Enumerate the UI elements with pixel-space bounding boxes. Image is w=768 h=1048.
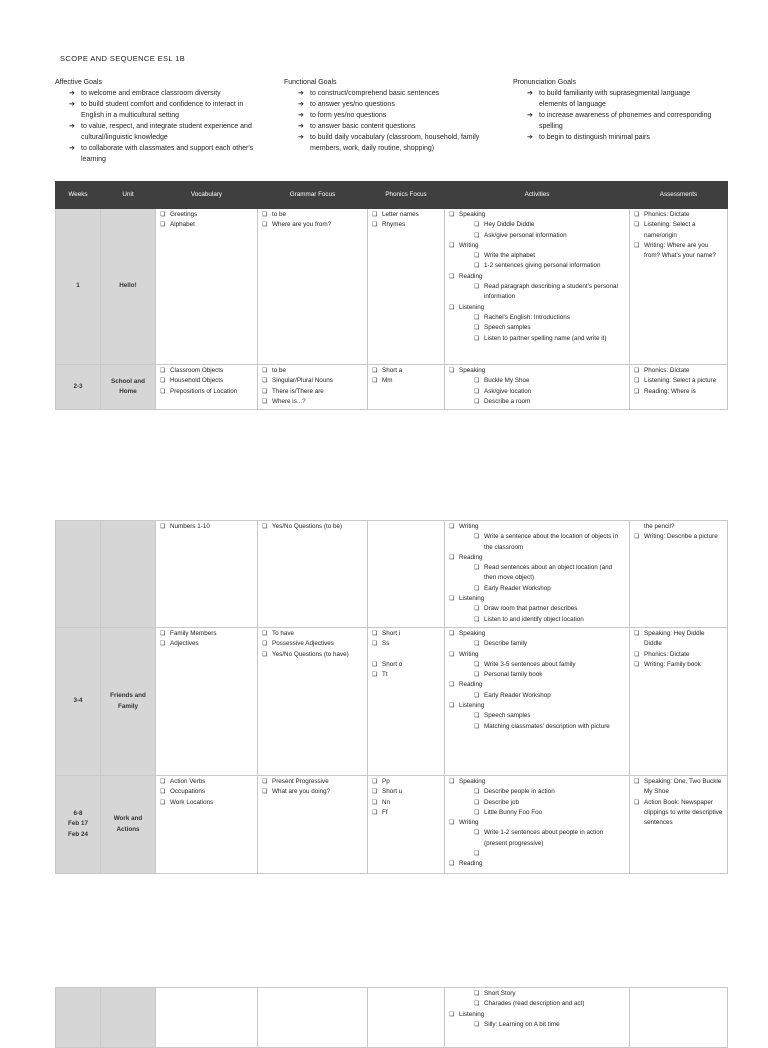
assessments-cell: [630, 365, 728, 410]
list-item: ❏ Reading ❏ Early Reader Workshop: [448, 680, 626, 701]
list-item: ❏ Hey Diddle Diddle: [473, 220, 626, 230]
table-row: [56, 988, 728, 1048]
list-item: ❏ Household Objects: [159, 376, 254, 386]
list-item: ❏ Numbers 1-10: [159, 522, 254, 532]
week-cell: 3-4: [56, 628, 101, 776]
list-item: ❏ Possessive Adjectives: [261, 639, 364, 649]
goal-item: ➔ to construct/comprehend basic sentences: [298, 88, 484, 99]
list-item: ❏ What are you doing?: [261, 787, 364, 797]
phonics-cell: [368, 521, 445, 628]
list-item: ❏ Speech samples: [473, 323, 626, 333]
list-item: ❏ Where is...?: [261, 397, 364, 407]
unit-cell: [101, 521, 156, 628]
list-item: ❏ Family Members: [159, 629, 254, 639]
list-item: ❏ Draw room that partner describes: [473, 604, 626, 614]
list-item: ❏ Writing: Where are you from? What's your name?: [633, 241, 724, 262]
document-title: SCOPE AND SEQUENCE ESL 1B: [60, 54, 186, 63]
list-item: ❏ Action Book: Newspaper clippings to write descriptive sentences: [633, 798, 724, 829]
header-unit: Unit: [101, 182, 156, 209]
assessment-continued: the pencil?: [644, 523, 675, 530]
list-item: ❏ Early Reader Workshop: [473, 584, 626, 594]
assessments-cell: [630, 628, 728, 776]
goal-item: ➔ to begin to distinguish minimal pairs: [527, 132, 713, 143]
goal-item: ➔ to build student comfort and confidence to interact in English in a multicultural setting: [69, 99, 265, 121]
week-cell: 2-3: [56, 365, 101, 410]
list-item: ❏ Listening ❏ Draw room that partner describes ❏ Listen to and identify object location: [448, 594, 626, 625]
list-item: ❏ Listening ❏ Speech samples ❏ Matching classmates' description with picture: [448, 701, 626, 732]
grammar-cell: [258, 988, 368, 1048]
list-item: [448, 989, 626, 1010]
list-item: ❏ Personal family book: [473, 670, 626, 680]
list-item: ❏ Short a: [371, 366, 441, 376]
phonics-cell: [368, 628, 445, 776]
list-item: ❏ Yes/No Questions (to be): [261, 522, 364, 532]
goal-title: Affective Goals: [55, 79, 102, 86]
list-item: ❏ Listening: Select a name/origin: [633, 220, 724, 241]
list-item: ❏ Speech samples: [473, 711, 626, 721]
header-assessments: Assessments: [630, 182, 728, 209]
assessments-cell: [630, 988, 728, 1048]
list-item: ❏ Listen to partner spelling name (and write it): [473, 334, 626, 344]
list-item: ❏ To have: [261, 629, 364, 639]
goal-title: Pronunciation Goals: [513, 79, 577, 86]
grammar-cell: [258, 365, 368, 410]
list-item: ❏ Prepositions of Location: [159, 387, 254, 397]
list-item: ❏ Present Progressive: [261, 777, 364, 787]
list-item: ❏ to be: [261, 366, 364, 376]
list-item: ❏ Writing: Family book: [633, 660, 724, 670]
list-item: ❏ Ask/give personal information: [473, 231, 626, 241]
grammar-cell: [258, 521, 368, 628]
goal-item: ➔ to build familiarity with suprasegmental language elements of language: [527, 88, 713, 110]
list-item: ❏ Mm: [371, 376, 441, 386]
list-item: ❏ to be: [261, 210, 364, 220]
list-item: ❏ Speaking ❏ Describe people in action ❏ Describe job ❏ Little Bunny Foo Foo: [448, 777, 626, 818]
table-row: [56, 776, 728, 874]
assessments-cell: [630, 776, 728, 874]
week-cell: [56, 988, 101, 1048]
list-item: ❏ Ask/give location: [473, 387, 626, 397]
list-item: ❏ Speaking: Hey Diddle Diddle: [633, 629, 724, 650]
list-item: ❏ Writing ❏ Write a sentence about the location of objects in the classroom: [448, 522, 626, 553]
list-item: ❏ Reading: Where is: [633, 387, 724, 397]
goal-item: ➔ to value, respect, and integrate student experience and cultural/linguistic knowledge: [69, 121, 265, 143]
list-item: ❏ Phonics: Dictate: [633, 210, 724, 220]
list-item: ❏ Letter names: [371, 210, 441, 220]
list-item: ❏ Listening: Select a picture: [633, 376, 724, 386]
list-item: ❏ There is/There are: [261, 387, 364, 397]
list-item: ❏ Speaking: One, Two Buckle My Shoe: [633, 777, 724, 798]
list-item: ❏ Ss: [371, 639, 441, 649]
activities-cell: [445, 521, 630, 628]
list-item: ❏ Describe people in action: [473, 787, 626, 797]
list-item: ❏ Phonics: Dictate: [633, 650, 724, 660]
header-vocabulary: Vocabulary: [156, 182, 258, 209]
list-item: ❏ Write a sentence about the location of objects in the classroom: [473, 532, 626, 553]
assessments-cell: [630, 521, 728, 628]
assessments-cell: [630, 209, 728, 365]
list-item: ❏ Rachel's English: Introductions: [473, 313, 626, 323]
header-activities: Activities: [445, 182, 630, 209]
list-item: ❏ Read paragraph describing a student's personal information: [473, 282, 626, 303]
list-item: ❏ Rhymes: [371, 220, 441, 230]
list-item: ❏ Greetings: [159, 210, 254, 220]
list-item: ❏ Yes/No Questions (to have): [261, 650, 364, 660]
list-item: ❏ Tt: [371, 670, 441, 680]
vocabulary-cell: [156, 988, 258, 1048]
list-item: ❏ Short i: [371, 629, 441, 639]
list-item: ❏ Phonics: Dictate: [633, 366, 724, 376]
list-item: ❏ Little Bunny Foo Foo: [473, 808, 626, 818]
list-item: ❏ Describe family: [473, 639, 626, 649]
header-grammar: Grammar Focus: [258, 182, 368, 209]
list-item: ❏ Classroom Objects: [159, 366, 254, 376]
list-item: ❏ Occupations: [159, 787, 254, 797]
grammar-cell: [258, 776, 368, 874]
list-item: ❏ Singular/Plural Nouns: [261, 376, 364, 386]
week-cell: [56, 521, 101, 628]
table-header-row: [56, 182, 728, 209]
pronunciation-goals: [513, 77, 713, 143]
table-row: [56, 628, 728, 776]
activities-cell: [445, 628, 630, 776]
activities-cell: [445, 365, 630, 410]
table-row: [56, 521, 728, 628]
list-item: ❏ Nn: [371, 798, 441, 808]
list-item: ❏ Reading ❏ Read sentences about an object location (and then move object) ❏ Early Reader Workshop: [448, 553, 626, 594]
header-phonics: Phonics Focus: [368, 182, 445, 209]
list-item: ❏ Matching classmates' description with picture: [473, 722, 626, 732]
list-item: ❏ Read sentences about an object location (and then move object): [473, 563, 626, 584]
unit-cell: Friends and Family: [101, 628, 156, 776]
list-item: ❏ Listening ❏ Silly: Learning on A bit time: [448, 1010, 626, 1031]
grammar-cell: [258, 628, 368, 776]
vocabulary-cell: [156, 209, 258, 365]
list-item: ❏ Pp: [371, 777, 441, 787]
vocabulary-cell: [156, 365, 258, 410]
sequence-table-3: [55, 987, 728, 1048]
list-item: ❏ Charades (read description and act): [473, 999, 626, 1009]
list-item: ❏ Listening ❏ Rachel's English: Introductions ❏ Speech samples ❏ Listen to partner spelling name (and write it): [448, 303, 626, 344]
activities-cell: [445, 209, 630, 365]
table-row: [56, 209, 728, 365]
week-cell: 6-8 Feb 17 Feb 24: [56, 776, 101, 874]
vocabulary-cell: [156, 521, 258, 628]
unit-cell: [101, 988, 156, 1048]
functional-goals: [284, 77, 484, 154]
list-item: ❏ Short o: [371, 660, 441, 670]
list-item: ❏ Writing ❏ Write 1-2 sentences about people in action (present progressive) ❏: [448, 818, 626, 859]
sequence-table-2: [55, 520, 728, 874]
phonics-cell: [368, 988, 445, 1048]
list-item: ❏ Writing: Describe a picture: [633, 532, 724, 542]
goal-item: ➔ to answer basic content questions: [298, 121, 484, 132]
list-item: ❏ Alphabet: [159, 220, 254, 230]
list-item: ❏ Listen to and identify object location: [473, 615, 626, 625]
goal-item: ➔ to answer yes/no questions: [298, 99, 484, 110]
list-item: ❏ Reading ❏ Read paragraph describing a student's personal information: [448, 272, 626, 303]
list-item: ❏ Speaking ❏ Describe family: [448, 629, 626, 650]
list-item: ❏ Reading: [448, 859, 626, 869]
list-item: ❏ Ff: [371, 808, 441, 818]
list-item: ❏ Short u: [371, 787, 441, 797]
goal-item: ➔ to form yes/no questions: [298, 110, 484, 121]
header-weeks: Weeks: [56, 182, 101, 209]
list-item: ❏ Buckle My Shoe: [473, 376, 626, 386]
goal-item: ➔ to welcome and embrace classroom diversity: [69, 88, 265, 99]
goal-item: ➔ to build daily vocabulary (classroom, household, family members, work, daily routine, shopping): [298, 132, 484, 154]
list-item: ❏ Where are you from?: [261, 220, 364, 230]
list-item: ❏ Adjectives: [159, 639, 254, 649]
vocabulary-cell: [156, 776, 258, 874]
grammar-cell: [258, 209, 368, 365]
list-item: ❏ Writing ❏ Write 3-5 sentences about family ❏ Personal family book: [448, 650, 626, 681]
week-cell: 1: [56, 209, 101, 365]
list-item: ❏ 1-2 sentences giving personal information: [473, 261, 626, 271]
list-item: ❏ Silly: Learning on A bit time: [473, 1020, 626, 1030]
activities-cell: [445, 988, 630, 1048]
goal-item: ➔ to collaborate with classmates and support each other's learning: [69, 143, 265, 165]
list-item: ❏ Describe job: [473, 798, 626, 808]
phonics-cell: [368, 776, 445, 874]
activities-cell: [445, 776, 630, 874]
list-item: ❏ Write the alphabet: [473, 251, 626, 261]
list-item: ❏ Speaking ❏ Hey Diddle Diddle ❏ Ask/give personal information: [448, 210, 626, 241]
list-item: ❏ Writing ❏ Write the alphabet ❏ 1-2 sentences giving personal information: [448, 241, 626, 272]
list-item: ❏ Work Locations: [159, 798, 254, 808]
unit-cell: School and Home: [101, 365, 156, 410]
phonics-cell: [368, 365, 445, 410]
sequence-table-1: [55, 181, 728, 410]
phonics-cell: [368, 209, 445, 365]
affective-goals: [55, 77, 265, 165]
vocabulary-cell: [156, 628, 258, 776]
list-item: [473, 849, 626, 859]
list-item: ❏ Action Verbs: [159, 777, 254, 787]
table-row: [56, 365, 728, 410]
list-item: ❏ Early Reader Workshop: [473, 691, 626, 701]
unit-cell: Hello!: [101, 209, 156, 365]
list-item: ❏ Write 1-2 sentences about people in action (present progressive): [473, 828, 626, 849]
goal-item: ➔ to increase awareness of phonemes and corresponding spelling: [527, 110, 713, 132]
unit-cell: Work and Actions: [101, 776, 156, 874]
goal-title: Functional Goals: [284, 79, 337, 86]
list-item: ❏ Describe a room: [473, 397, 626, 407]
list-item: ❏ Speaking ❏ Buckle My Shoe ❏ Ask/give location ❏ Describe a room: [448, 366, 626, 407]
list-item: ❏ Short Story: [473, 989, 626, 999]
list-item: ❏ Write 3-5 sentences about family: [473, 660, 626, 670]
